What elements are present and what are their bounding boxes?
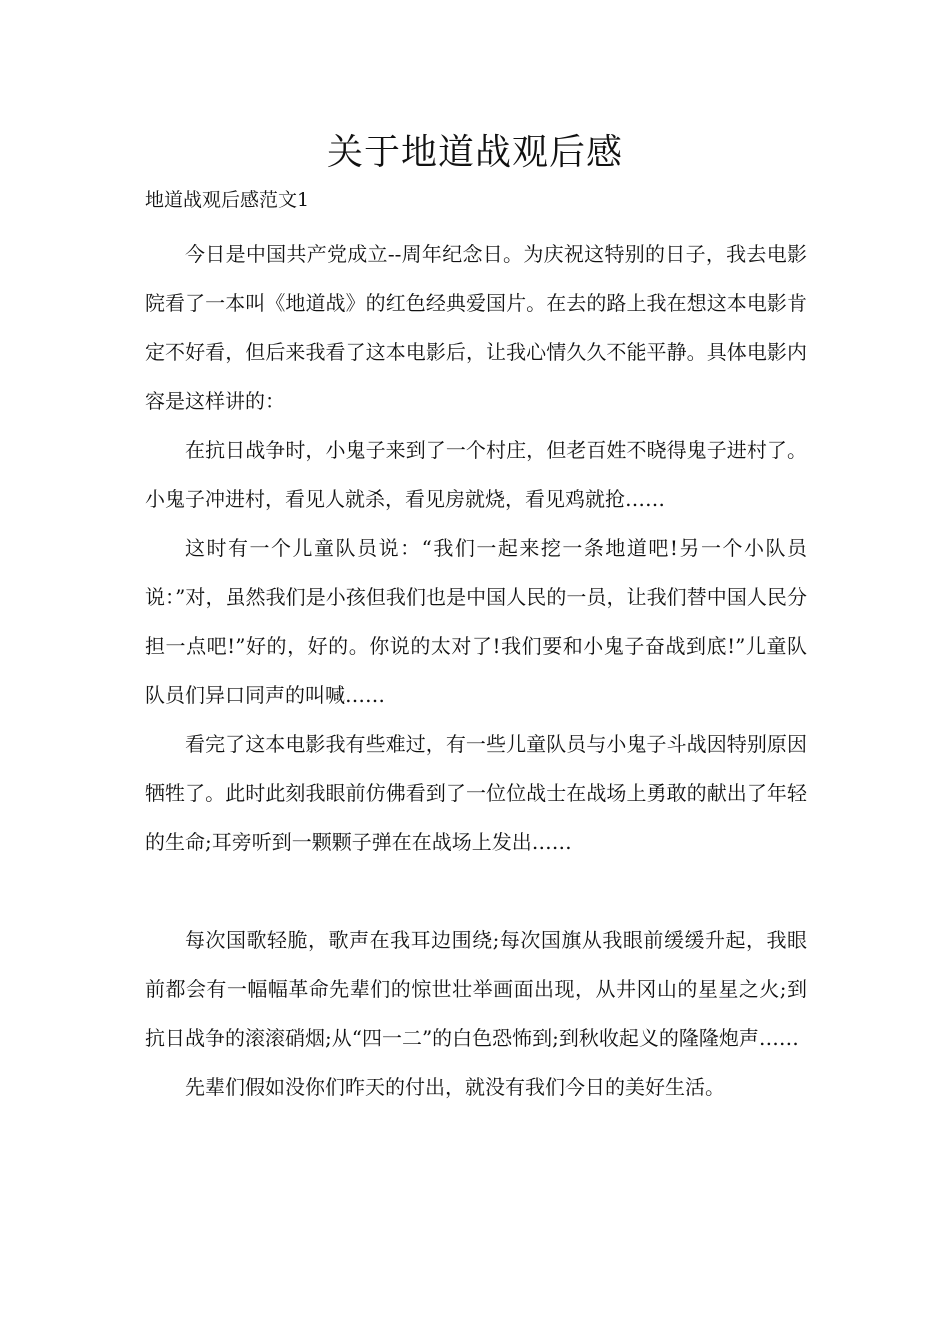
paragraph-5: 每次国歌轻脆，歌声在我耳边围绕;每次国旗从我眼前缓缓升起，我眼前都会有一幅幅革命先辈们的惊世壮举画面出现，从井冈山的星星之火;到抗日战争的滚滚硝烟;从“四一二”的白色恐怖到;到秋收起义的隆隆炮声…… bbox=[145, 928, 807, 1050]
paragraph-3: 这时有一个儿童队员说：“我们一起来挖一条地道吧!另一个小队员说：”对，虽然我们是小孩但我们也是中国人民的一员，让我们替中国人民分担一点吧!”好的，好的。你说的太对了!我们要和小鬼子奋战到底!”儿童队队员们异口同声的叫喊…… bbox=[145, 536, 807, 707]
document-subtitle: 地道战观后感范文1 bbox=[145, 189, 310, 211]
document-title: 关于地道战观后感 bbox=[326, 132, 623, 173]
paragraph-4: 看完了这本电影我有些难过，有一些儿童队员与小鬼子斗战因特别原因牺牲了。此时此刻我眼前仿佛看到了一位位战士在战场上勇敢的献出了年轻的生命;耳旁听到一颗颗子弹在在战场上发出…… bbox=[145, 732, 807, 854]
paragraph-2: 在抗日战争时，小鬼子来到了一个村庄，但老百姓不晓得鬼子进村了。小鬼子冲进村，看见人就杀，看见房就烧，看见鸡就抢…… bbox=[145, 438, 807, 511]
document-body bbox=[145, 230, 807, 1112]
paragraph-1: 今日是中国共产党成立--周年纪念日。为庆祝这特别的日子，我去电影院看了一本叫《地道战》的红色经典爱国片。在去的路上我在想这本电影肯定不好看，但后来我看了这本电影后，让我心情久久不能平静。具体电影内容是这样讲的： bbox=[145, 242, 807, 413]
paragraph-6: 先辈们假如没你们昨天的付出，就没有我们今日的美好生活。 bbox=[185, 1075, 725, 1099]
